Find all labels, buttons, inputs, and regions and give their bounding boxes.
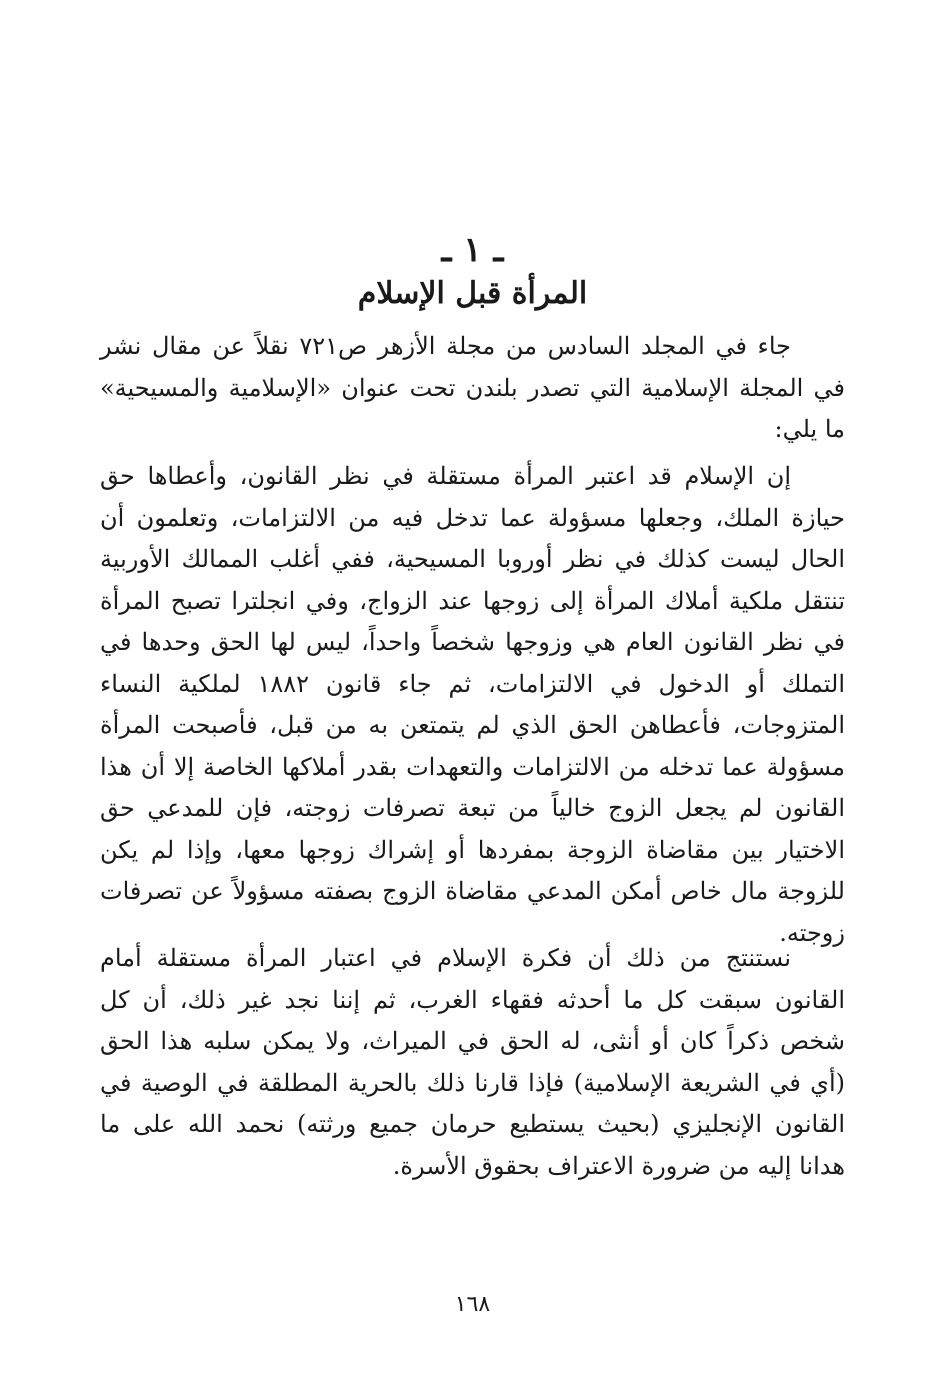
- paragraph-intro: جاء في المجلد السادس من مجلة الأزهر ص٧٢١ نقلاً عن مقال نشر في المجلة الإسلامية التي تصدر بلندن تحت عنوان «الإسلامية والمسيحية» ما يلي:: [100, 332, 845, 443]
- chapter-title: المرأة قبل الإسلام: [357, 276, 588, 311]
- paragraph-conclusion: نستنتج من ذلك أن فكرة الإسلام في اعتبار المرأة مستقلة أمام القانون سبقت كل ما أحدثه فقهاء الغرب، ثم إننا نجد غير ذلك، أن كل شخص ذكراً كان أو أنثى، له الحق في الميراث، ولا يمكن سلبه هذا الحق (أي في الشريعة الإسلامية) فإذا قارنا ذلك بالحرية المطلقة في الوصية في القانون الإنجليزي (بحيث يستطيع حرمان جميع ورثته) نحمد الله على ما هدانا إليه من ضرورة الاعتراف بحقوق الأسرة.: [100, 944, 845, 1180]
- page-number: ١٦٨: [454, 1292, 491, 1317]
- paragraph-quote: إن الإسلام قد اعتبر المرأة مستقلة في نظر القانون، وأعطاها حق حيازة الملك، وجعلها مسؤولة عما تدخل فيه من الالتزامات، وتعلمون أن الحال ليست كذلك في نظر أوروبا المسيحية، ففي أغلب الممالك الأوربية تنتقل ملكية أملاك المرأة إلى زوجها عند الزواج، وفي انجلترا تصبح المرأة في نظر القانون العام هي وزوجها شخصاً واحداً، ليس لها الحق وحدها في التملك أو الدخول في الالتزامات، ثم جاء قانون ١٨٨٢ لملكية النساء المتزوجات، فأعطاهن الحق الذي لم يتمتعن به من قبل، فأصبحت المرأة مسؤولة عما تدخله من الالتزامات والتعهدات بقدر أملاكها الخاصة إلا أن هذا القانون لم يجعل الزوج خالياً من تبعة تصرفات زوجته، فإن للمدعي حق الاختيار بين مقاضاة الزوجة بمفردها أو إشراك زوجها معها، وإذا لم يكن للزوجة مال خاص أمكن المدعي مقاضاة الزوج بصفته مسؤولاً عن تصرفات زوجته.: [100, 462, 845, 947]
- chapter-number: ـ ١ ـ: [441, 230, 504, 270]
- book-page: [100, 0, 845, 1381]
